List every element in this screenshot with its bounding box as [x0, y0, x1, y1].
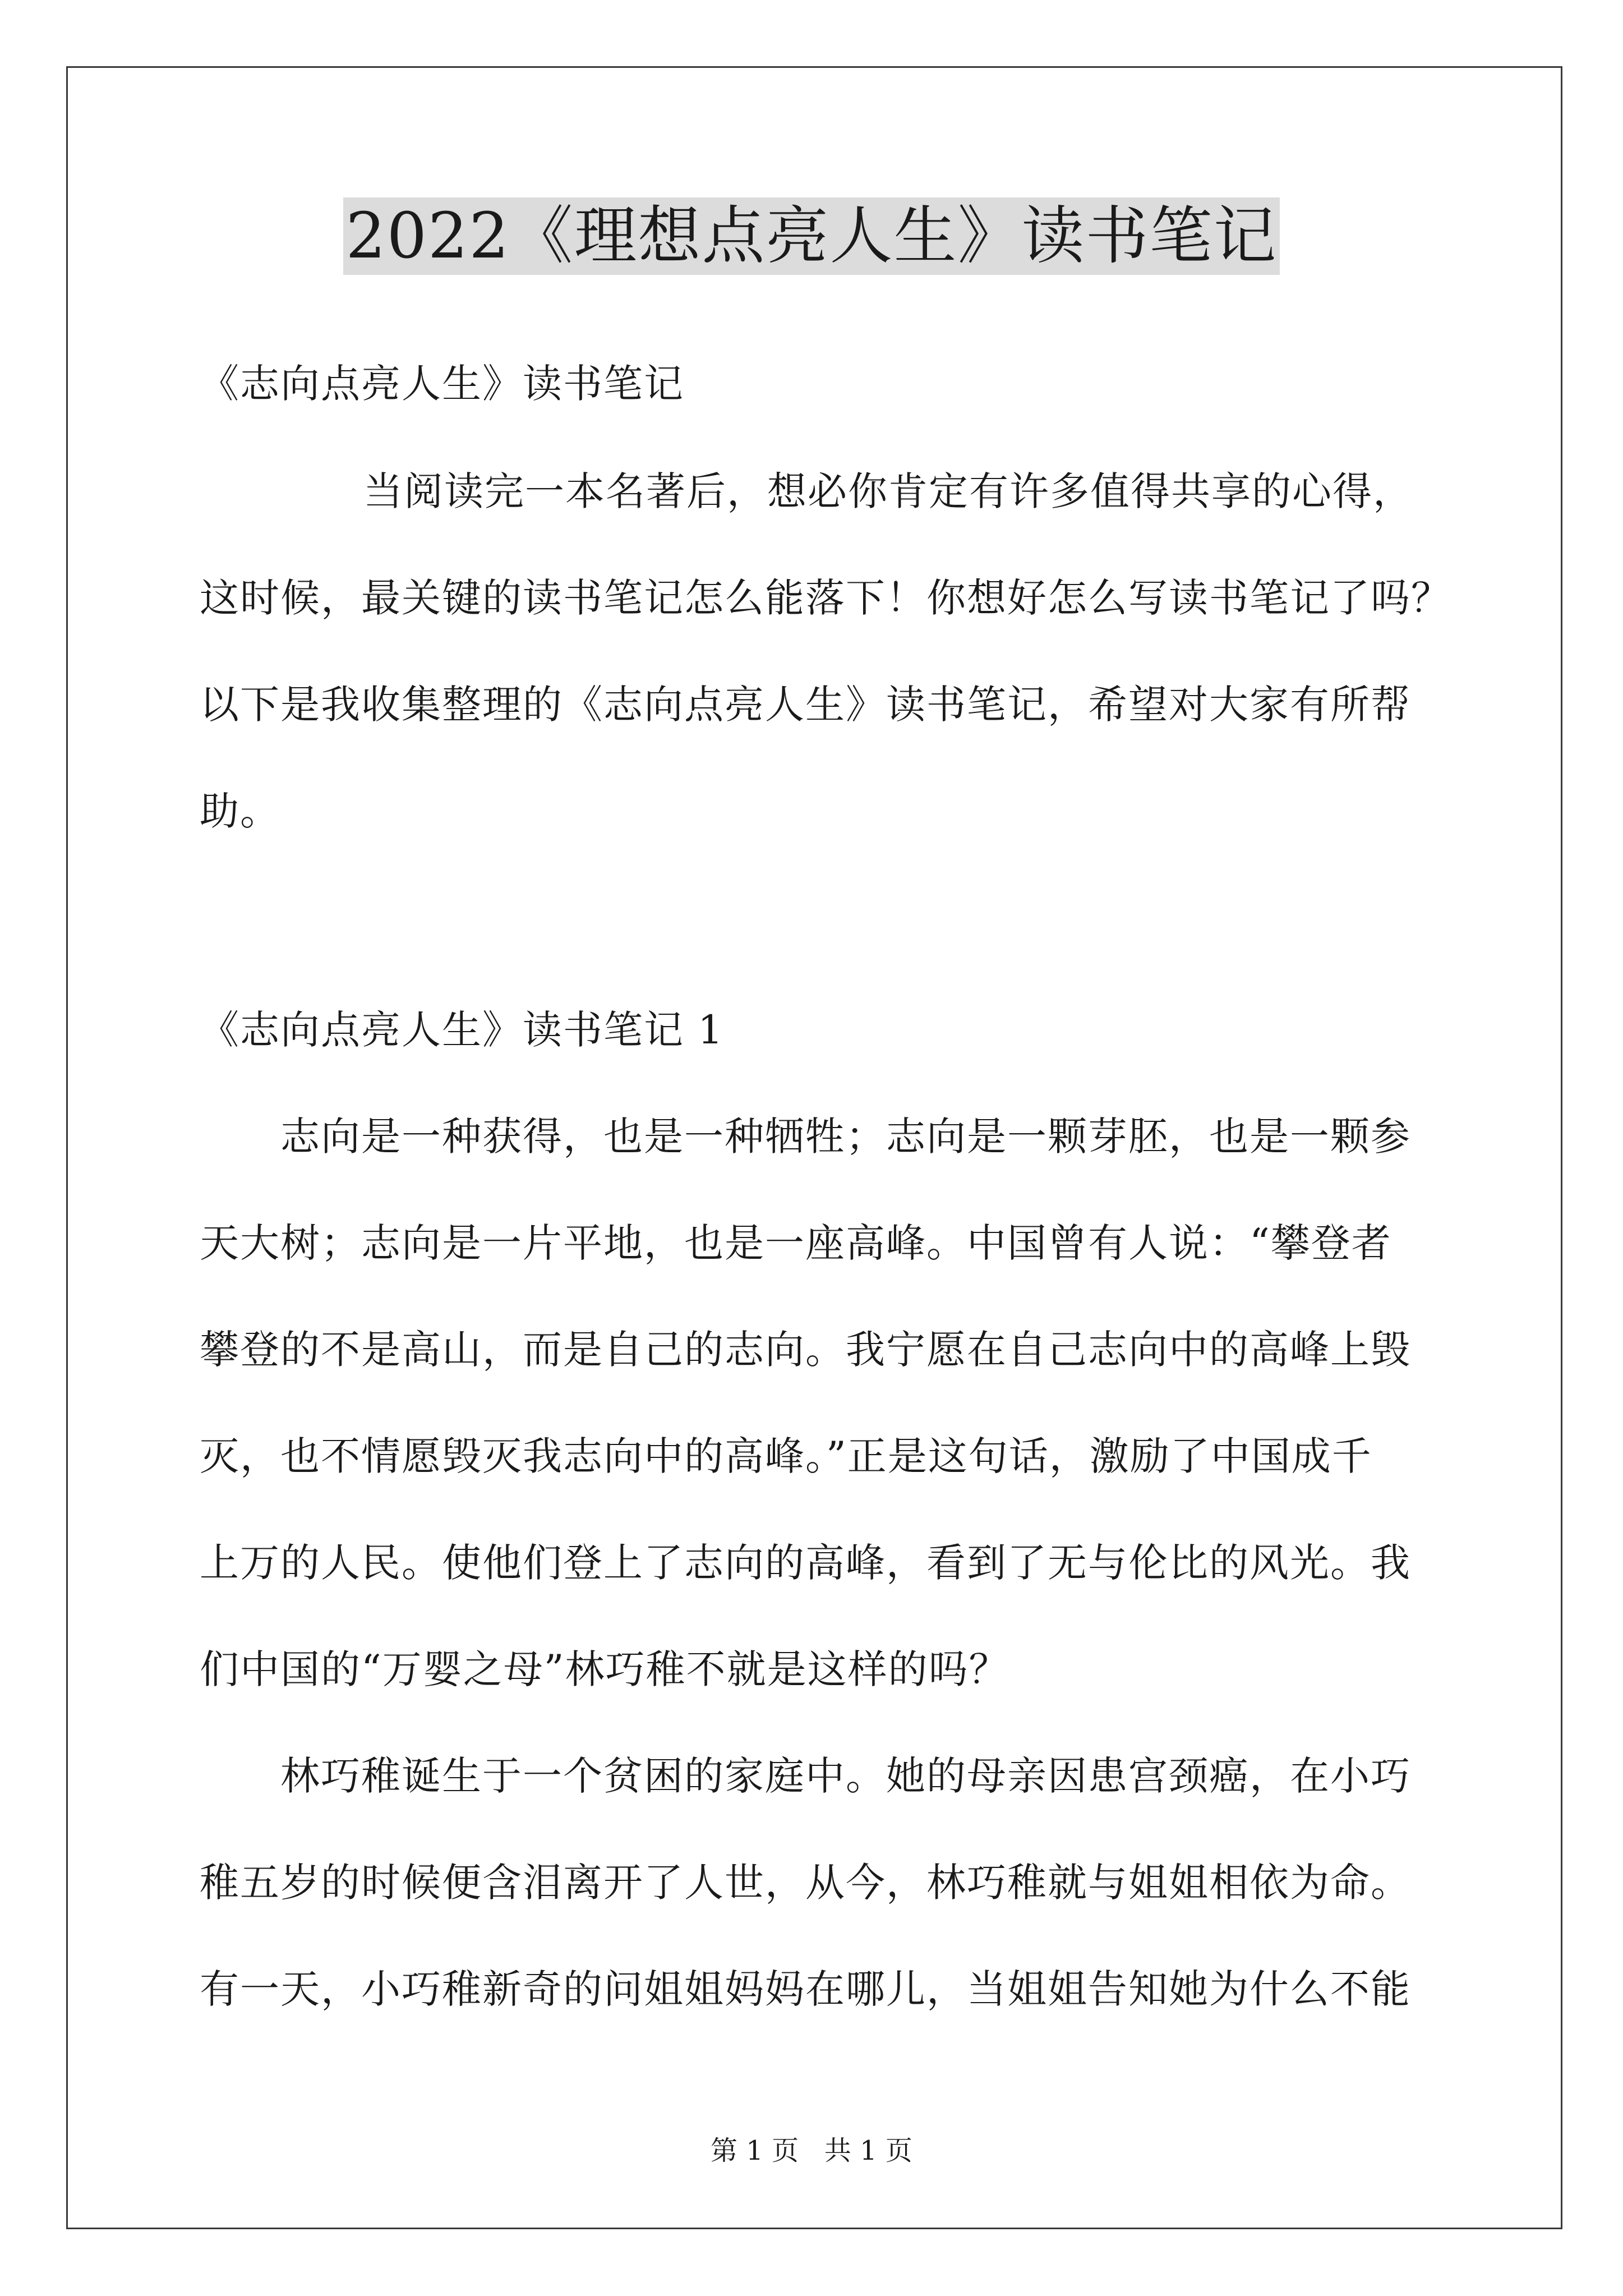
paragraph-line: 志向是一种获得，也是一种牺牲；志向是一颗芽胚，也是一颗参: [280, 1114, 1411, 1159]
paragraph-line: 们中国的“万婴之母”林巧稚不就是这样的吗？: [200, 1646, 1009, 1692]
paragraph-line: 天大树；志向是一片平地，也是一座高峰。中国曾有人说：“攀登者: [200, 1220, 1392, 1266]
page-footer: 第 1 页 共 1 页: [711, 2135, 912, 2166]
paragraph-line: 有一天，小巧稚新奇的问姐姐妈妈在哪儿，当姐姐告知她为什么不能: [200, 1966, 1411, 2012]
paragraph-line: 稚五岁的时候便含泪离开了人世，从今，林巧稚就与姐姐相依为命。: [200, 1860, 1411, 1906]
paragraph-line: 灭，也不情愿毁灭我志向中的高峰。”正是这句话，激励了中国成千: [200, 1433, 1372, 1479]
intro-heading: 《志向点亮人生》读书笔记: [200, 361, 684, 407]
intro-line: 这时候，最关键的读书笔记怎么能落下！你想好怎么写读书笔记了吗？: [200, 575, 1451, 621]
intro-line: 当阅读完一本名著后，想必你肯定有许多值得共享的心得，: [363, 468, 1413, 514]
title-wrap: [0, 197, 1623, 275]
intro-line: 助。: [200, 788, 280, 834]
paragraph-line: 攀登的不是高山，而是自己的志向。我宁愿在自己志向中的高峰上毁: [200, 1327, 1411, 1373]
paragraph-line: 林巧稚诞生于一个贫困的家庭中。她的母亲因患宫颈癌，在小巧: [280, 1753, 1411, 1799]
paragraph-line: 上万的人民。使他们登上了志向的高峰，看到了无与伦比的风光。我: [200, 1540, 1411, 1586]
intro-line: 以下是我收集整理的《志向点亮人生》读书笔记，希望对大家有所帮: [200, 682, 1411, 728]
document-title: 2022《理想点亮人生》读书笔记: [343, 197, 1279, 275]
section1-heading: 《志向点亮人生》读书笔记 1: [200, 1007, 724, 1053]
